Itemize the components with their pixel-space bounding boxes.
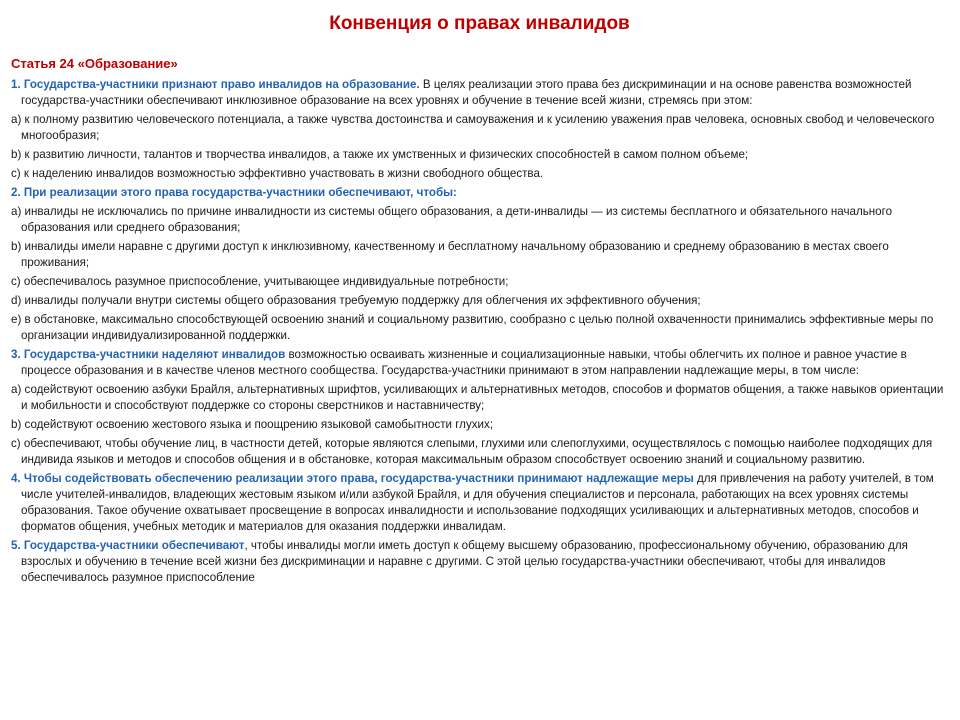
paragraph-text: c) к наделению инвалидов возможностью эффективно участвовать в жизни свободного общества. [11, 167, 544, 180]
paragraph-highlight: 4. Чтобы содействовать обеспечению реализации этого права, государства-участники принимают надлежащие меры [11, 472, 694, 485]
paragraph-text: b) к развитию личности, талантов и творчества инвалидов, а также их умственных и физических способностей в самом полном объеме; [11, 148, 749, 161]
paragraph [11, 204, 948, 236]
paragraph [11, 147, 948, 163]
paragraph-text: b) содействуют освоению жестового языка и поощрению языковой самобытности глухих; [11, 418, 494, 431]
paragraph [11, 382, 948, 414]
paragraph [11, 312, 948, 344]
paragraph-text: a) инвалиды не исключались по причине инвалидности из системы общего образования, а дети-инвалиды — из системы бесплатного и обязательного начального образования или среднего образования; [11, 205, 893, 234]
paragraph-highlight: 2. При реализации этого права государства-участники обеспечивают, чтобы: [11, 186, 457, 199]
paragraph [11, 185, 948, 201]
paragraph [11, 274, 948, 290]
paragraph [11, 293, 948, 309]
paragraph-text: В целях реализации этого права без дискриминации и на основе равенства возможностей государства-участники обеспечивают инклюзивное образование на всех уровнях и обучение в течение всей жизни, стремясь при этом: [21, 78, 912, 107]
article-body [11, 77, 948, 586]
paragraph-text: для привлечения на работу учителей, в том числе учителей-инвалидов, владеющих жестовым языком и/или азбукой Брайля, и для обучения специалистов и персонала, работающих на всех уровнях системы образования. Такое обучение охватывает просвещение в вопросах инвалидности и использование подходящих усиливающих и альтернативных методов, способов и форматов общения, учебных методик и материалов для оказания поддержки инвалидам. [21, 472, 934, 533]
paragraph [11, 239, 948, 271]
paragraph-highlight: 1. Государства-участники признают право инвалидов на образование. [11, 78, 420, 91]
paragraph-highlight: 3. Государства-участники наделяют инвалидов [11, 348, 286, 361]
article-heading: Статья 24 «Образование» [11, 56, 178, 71]
paragraph-highlight: 5. Государства-участники обеспечивают [11, 539, 245, 552]
slide-title: Конвенция о правах инвалидов [329, 13, 630, 34]
paragraph [11, 538, 948, 586]
paragraph-text: d) инвалиды получали внутри системы общего образования требуемую поддержку для облегчения их эффективного обучения; [11, 294, 701, 307]
paragraph-text: возможностью осваивать жизненные и социализационные навыки, чтобы облегчить их полное и равное участие в процессе образования и в качестве членов местного сообщества. Государства-участники принимают в этом направлении надлежащие меры, в том числе: [21, 348, 907, 377]
paragraph-text: c) обеспечивают, чтобы обучение лиц, в частности детей, которые являются слепыми, глухими или слепоглухими, осуществлялось с помощью наиболее подходящих для индивида языков и методов и способов общения и в обстановке, которая максимальным образом способствует освоению знаний и социальному развитию. [11, 437, 933, 466]
paragraph [11, 112, 948, 144]
paragraph-text: b) инвалиды имели наравне с другими доступ к инклюзивному, качественному и бесплатному начальному образованию и среднему образованию в местах своего проживания; [11, 240, 889, 269]
paragraph-text: , чтобы инвалиды могли иметь доступ к общему высшему образованию, профессиональному обучению, образованию для взрослых и обучению в течение всей жизни без дискриминации и наравне с другими. С этой целью государства-участники обеспечивают, чтобы для инвалидов обеспечивалось разумное приспособление [21, 539, 908, 584]
paragraph [11, 417, 948, 433]
paragraph [11, 471, 948, 535]
paragraph-text: a) к полному развитию человеческого потенциала, а также чувства достоинства и самоуважения и к усилению уважения прав человека, основных свобод и человеческого многообразия; [11, 113, 935, 142]
paragraph [11, 347, 948, 379]
paragraph [11, 436, 948, 468]
paragraph [11, 166, 948, 182]
paragraph-text: e) в обстановке, максимально способствующей освоению знаний и социальному развитию, сообразно с целью полной охваченности принимались эффективные меры по организации индивидуализированной поддержки. [11, 313, 934, 342]
paragraph-text: a) содействуют освоению азбуки Брайля, альтернативных шрифтов, усиливающих и альтернативных методов, способов и форматов общения, а также навыков ориентации и мобильности и способствуют поддержке со стороны сверстников и наставничеству; [11, 383, 944, 412]
paragraph-text: c) обеспечивалось разумное приспособление, учитывающее индивидуальные потребности; [11, 275, 509, 288]
paragraph [11, 77, 948, 109]
